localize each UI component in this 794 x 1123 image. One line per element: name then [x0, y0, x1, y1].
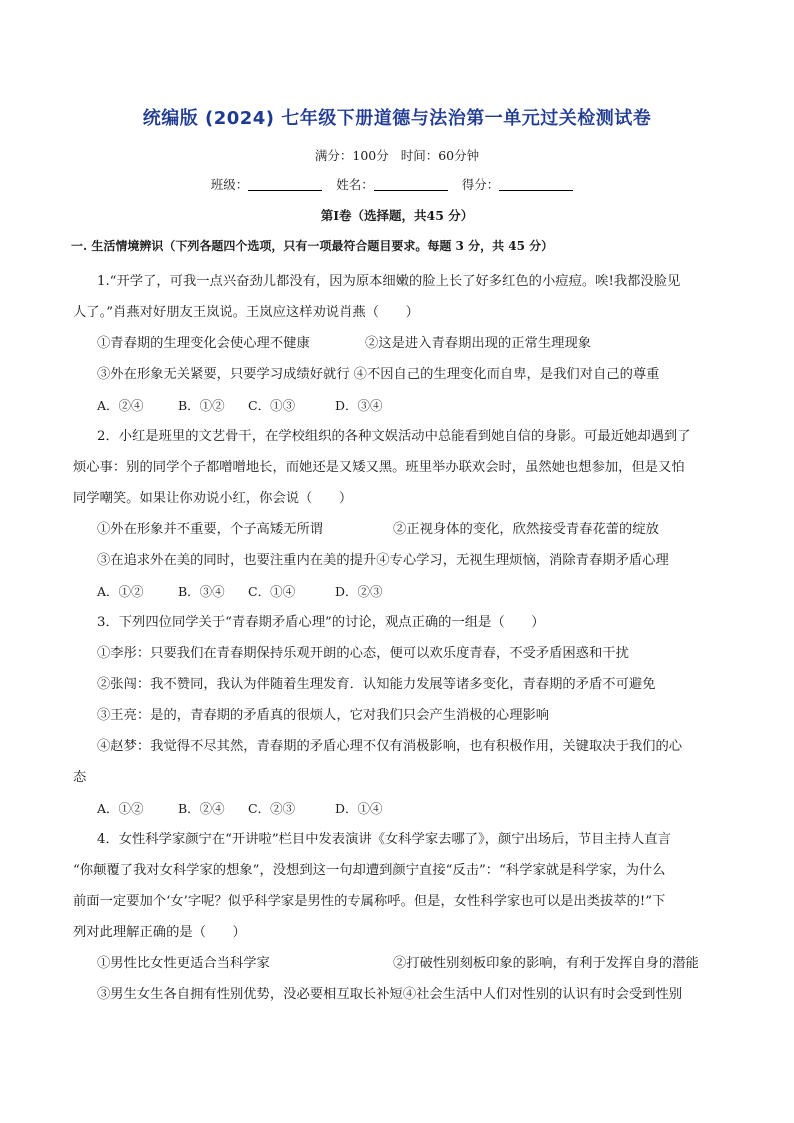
name-label: 姓名： — [336, 177, 374, 192]
option: ②打破性别刻板印象的影响，有利于发挥自身的潜能 — [393, 956, 699, 971]
answer-choice[interactable]: A．①② — [97, 801, 144, 816]
answer-choice[interactable]: D．③④ — [335, 398, 383, 413]
exam-title: 统编版 (2024) 七年级下册道德与法治第一单元过关检测试卷 — [142, 108, 652, 129]
option: ①外在形象并不重要，个子高矮无所谓 — [97, 522, 324, 537]
question-2-answers — [97, 576, 733, 607]
section-heading: 第I卷（选择题，共45 分） — [320, 208, 474, 223]
exam-time: 时间：60分钟 — [400, 148, 480, 163]
question-3-statement: ②张闯：我不赞同，我认为伴随着生理发育．认知能力发展等诸多变化，青春期的矛盾不可避免 — [97, 677, 656, 692]
part-heading: 一. 生活情境辨识（下列各题四个选项，只有一项最符合题目要求。每题 3 分，共 45 分） — [71, 239, 554, 253]
answer-choice[interactable]: C．①④ — [248, 584, 296, 599]
question-2-options-row — [97, 514, 733, 545]
score-blank[interactable] — [499, 178, 573, 191]
option: ④社会生活中人们对性别的认识有时会受到性别 — [402, 987, 683, 1002]
question-body — [73, 266, 733, 1010]
answer-choice[interactable]: D．②③ — [335, 584, 383, 599]
exam-meta — [0, 146, 794, 164]
question-1-stem-line: 1.“开学了，可我一点兴奋劲儿都没有，因为原本细嫩的脸上长了好多红色的小痘痘。唉!我都没脸见 — [97, 274, 681, 289]
option: ③在追求外在美的同时，也要注重内在美的提升 — [97, 553, 377, 568]
question-3-answers — [97, 793, 733, 824]
class-label: 班级： — [210, 177, 249, 192]
option: ③外在形象无关紧要，只要学习成绩好就行 — [97, 367, 350, 382]
name-blank[interactable] — [374, 178, 448, 191]
question-1-options-row — [97, 328, 733, 359]
answer-choice[interactable]: A．①② — [97, 584, 144, 599]
question-3-stem-line: 3．下列四位同学关于“青春期矛盾心理”的讨论，观点正确的一组是（ ） — [97, 615, 545, 630]
student-info-line — [0, 175, 794, 193]
question-4-stem-line: 4．女性科学家颜宁在“开讲啦”栏目中发表演讲《女科学家去哪了》，颜宁出场后，节目主持人直言 — [97, 832, 671, 847]
question-4-stem-line: “你颠覆了我对女科学家的想象”，没想到这一句却遭到颜宁直接“反击”：“科学家就是科学家，为什么 — [73, 863, 666, 878]
class-blank[interactable] — [248, 178, 322, 191]
option: ②这是进入青春期出现的正常生理现象 — [365, 336, 592, 351]
question-4-options-row — [97, 948, 733, 979]
option: ④不因自己的生理变化而自卑，是我们对自己的尊重 — [353, 367, 660, 382]
question-2-stem-line: 2．小红是班里的文艺骨干，在学校组织的各种文娱活动中总能看到她自信的身影。可最近她却遇到了 — [97, 429, 691, 444]
question-3-statement-cont: 态 — [73, 770, 87, 785]
question-3-statement: ④赵梦：我觉得不尽其然，青春期的矛盾心理不仅有消极影响，也有积极作用，关键取决于我们的心 — [97, 739, 683, 754]
question-4-stem-line: 列对此理解正确的是（ ） — [73, 925, 246, 940]
question-1-stem-line: 人了。”肖燕对好朋友王岚说。王岚应这样劝说肖燕（ ） — [73, 305, 419, 320]
question-2-stem-line: 烦心事：别的同学个子都噌噌地长，而她还是又矮又黑。班里举办联欢会时，虽然她也想参加，但是又怕 — [73, 460, 685, 475]
option: ④专心学习，无视生理烦恼，消除青春期矛盾心理 — [376, 553, 669, 568]
score-label: 得分： — [461, 177, 500, 192]
question-4-stem-line: 前面一定要加个‘女’字呢？似乎科学家是男性的专属称呼。但是，女性科学家也可以是出类拔萃的!”下 — [73, 894, 666, 909]
question-4-options-row — [97, 979, 733, 1010]
question-1-answers — [97, 390, 733, 421]
answer-choice[interactable]: C．②③ — [248, 801, 296, 816]
option: ①男性比女性更适合当科学家 — [97, 956, 270, 971]
question-2-stem-line: 同学嘲笑。如果让你劝说小红，你会说（ ） — [73, 491, 353, 506]
option: ②正视身体的变化，欣然接受青春花蕾的绽放 — [393, 522, 659, 537]
question-3-statement: ③王亮：是的，青春期的矛盾真的很烦人，它对我们只会产生消极的心理影响 — [97, 708, 550, 723]
answer-choice[interactable]: B．①② — [178, 398, 225, 413]
answer-choice[interactable]: B．③④ — [178, 584, 225, 599]
answer-choice[interactable]: D．①④ — [335, 801, 383, 816]
answer-choice[interactable]: C．①③ — [248, 398, 296, 413]
option: ③男生女生各自拥有性别优势，没必要相互取长补短 — [97, 987, 403, 1002]
question-3-statement: ①李彤：只要我们在青春期保持乐观开朗的心态，便可以欢乐度青春，不受矛盾困惑和干扰 — [97, 646, 629, 661]
answer-choice[interactable]: A．②④ — [97, 398, 144, 413]
full-score: 满分：100分 — [314, 148, 389, 163]
option: ①青春期的生理变化会使心理不健康 — [97, 336, 310, 351]
answer-choice[interactable]: B．②④ — [178, 801, 225, 816]
question-1-options-row — [97, 359, 733, 390]
question-2-options-row — [97, 545, 733, 576]
